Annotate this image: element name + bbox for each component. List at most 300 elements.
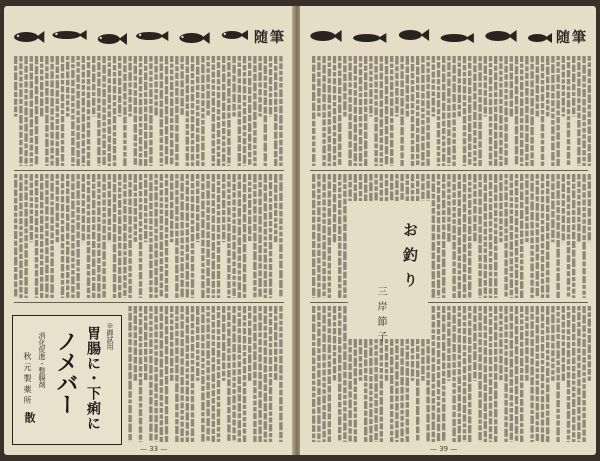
text-glyph-mark (333, 328, 336, 334)
text-glyph-mark (274, 106, 277, 112)
text-glyph-mark (76, 249, 79, 258)
text-glyph-mark (504, 101, 507, 106)
text-glyph-mark (317, 329, 320, 337)
text-glyph-mark (338, 70, 341, 76)
text-glyph-mark (536, 396, 539, 401)
text-glyph-mark (567, 109, 570, 114)
text-glyph-mark (196, 205, 199, 212)
text-glyph-mark (253, 101, 256, 110)
text-glyph-mark (541, 226, 544, 232)
text-glyph-mark (504, 292, 507, 297)
text-glyph-mark (186, 229, 189, 235)
text-glyph-mark (191, 154, 194, 161)
text-glyph-mark (525, 338, 528, 346)
text-glyph-mark (354, 56, 357, 64)
advertisement (12, 315, 122, 445)
text-glyph-mark (56, 119, 59, 124)
text-glyph-mark (328, 85, 331, 93)
text-glyph-mark (19, 156, 22, 163)
text-glyph-mark (196, 76, 199, 83)
text-glyph-mark (128, 198, 131, 205)
text-glyph-mark (556, 181, 559, 189)
text-glyph-mark (186, 254, 189, 261)
text-glyph-mark (97, 147, 100, 156)
text-glyph-mark (134, 224, 137, 230)
text-glyph-mark (520, 259, 523, 264)
text-glyph-mark (66, 205, 69, 212)
text-glyph-mark (154, 101, 157, 106)
text-glyph-mark (525, 323, 528, 329)
text-glyph-mark (180, 212, 183, 220)
text-glyph-mark (312, 393, 315, 398)
text-glyph-mark (191, 162, 194, 166)
text-glyph-mark (432, 384, 435, 389)
text-glyph-mark (264, 174, 267, 183)
text-glyph-mark (582, 261, 585, 266)
text-glyph-mark (19, 77, 22, 82)
text-glyph-mark (364, 359, 367, 366)
text-glyph-mark (442, 315, 445, 322)
text-glyph-mark (175, 365, 178, 374)
text-glyph-mark (206, 400, 209, 407)
text-glyph-mark (588, 191, 591, 198)
text-glyph-mark (400, 339, 403, 346)
text-glyph-mark (227, 181, 230, 187)
text-glyph-mark (154, 186, 157, 191)
text-glyph-mark (499, 203, 502, 210)
text-glyph-mark (463, 146, 466, 153)
text-glyph-mark (328, 247, 331, 254)
text-glyph-mark (160, 190, 163, 196)
text-glyph-mark (421, 366, 424, 375)
text-glyph-mark (196, 174, 199, 179)
text-glyph-mark (437, 195, 440, 202)
text-glyph-mark (416, 67, 419, 75)
text-glyph-mark (180, 71, 183, 79)
text-glyph-mark (50, 284, 53, 293)
text-glyph-mark (274, 203, 277, 209)
text-glyph-mark (458, 56, 461, 61)
text-glyph-mark (572, 334, 575, 341)
text-glyph-mark (108, 78, 111, 83)
text-glyph-mark (232, 174, 235, 182)
text-glyph-mark (567, 292, 570, 296)
text-glyph-mark (411, 196, 414, 201)
text-glyph-mark (227, 274, 230, 280)
text-glyph-mark (264, 393, 267, 402)
text-glyph-mark (395, 97, 398, 104)
text-glyph-mark (264, 248, 267, 253)
text-glyph-mark (243, 72, 246, 76)
text-glyph-mark (525, 125, 528, 132)
text-glyph-mark (212, 289, 215, 293)
text-glyph-mark (484, 421, 487, 429)
text-glyph-mark (191, 438, 194, 442)
text-glyph-mark (333, 102, 336, 106)
text-glyph-mark (530, 222, 533, 229)
text-glyph-mark (588, 355, 591, 360)
text-glyph-mark (510, 433, 513, 440)
text-glyph-mark (536, 75, 539, 84)
text-glyph-mark (258, 113, 261, 116)
text-glyph-mark (238, 208, 241, 217)
text-glyph-mark (24, 117, 27, 122)
text-glyph-mark (473, 224, 476, 231)
text-glyph-mark (128, 313, 131, 321)
text-glyph-mark (406, 103, 409, 109)
text-glyph-mark (411, 140, 414, 144)
text-glyph-mark (369, 391, 372, 395)
text-glyph-mark (19, 71, 22, 75)
text-glyph-mark (238, 413, 241, 418)
text-glyph-mark (364, 140, 367, 149)
text-glyph-mark (567, 187, 570, 193)
text-glyph-mark (165, 336, 168, 344)
text-glyph-mark (463, 244, 466, 252)
text-glyph-mark (206, 259, 209, 266)
text-glyph-mark (390, 191, 393, 200)
text-glyph-mark (504, 400, 507, 406)
text-glyph-mark (118, 182, 121, 186)
text-glyph-mark (536, 85, 539, 93)
text-glyph-mark (19, 218, 22, 224)
text-glyph-mark (175, 375, 178, 382)
text-glyph-mark (134, 315, 137, 324)
text-glyph-mark (30, 81, 33, 88)
text-glyph-mark (160, 369, 163, 377)
text-glyph-mark (499, 140, 502, 146)
text-glyph-mark (556, 56, 559, 60)
text-glyph-mark (186, 180, 189, 185)
text-glyph-mark (520, 210, 523, 219)
text-glyph-mark (50, 183, 53, 192)
text-glyph-mark (343, 395, 346, 399)
text-glyph-mark (238, 361, 241, 367)
text-glyph-mark (170, 210, 173, 219)
text-glyph-mark (556, 141, 559, 148)
text-glyph-mark (24, 218, 27, 227)
text-glyph-mark (328, 344, 331, 353)
text-glyph-mark (473, 362, 476, 370)
text-glyph-mark (227, 424, 230, 432)
text-glyph-mark (14, 274, 17, 280)
text-glyph-mark (530, 280, 533, 286)
text-glyph-mark (489, 182, 492, 189)
text-glyph-mark (588, 62, 591, 67)
text-glyph-mark (66, 95, 69, 99)
text-glyph-mark (338, 373, 341, 382)
text-glyph-mark (118, 243, 121, 249)
text-glyph-mark (338, 96, 341, 103)
text-glyph-mark (139, 313, 142, 317)
text-glyph-mark (317, 174, 320, 180)
text-glyph-mark (102, 242, 105, 250)
text-glyph-mark (279, 290, 282, 297)
text-glyph-mark (541, 256, 544, 262)
text-glyph-mark (191, 314, 194, 321)
text-glyph-mark (66, 100, 69, 105)
text-glyph-mark (108, 126, 111, 134)
text-glyph-mark (380, 190, 383, 196)
text-glyph-mark (504, 367, 507, 372)
text-glyph-mark (546, 317, 549, 325)
text-glyph-mark (222, 378, 225, 381)
text-glyph-mark (139, 107, 142, 114)
text-glyph-mark (232, 251, 235, 260)
text-glyph-mark (258, 198, 261, 205)
text-glyph-mark (411, 378, 414, 381)
text-glyph-mark (359, 163, 362, 166)
text-glyph-mark (87, 116, 90, 120)
text-glyph-mark (510, 209, 513, 214)
text-glyph-mark (139, 146, 142, 151)
text-glyph-mark (165, 270, 168, 276)
text-glyph-mark (541, 344, 544, 351)
text-glyph-mark (196, 85, 199, 91)
text-glyph-mark (87, 181, 90, 185)
text-glyph-mark (87, 139, 90, 144)
text-glyph-mark (243, 165, 246, 166)
text-glyph-mark (71, 115, 74, 120)
text-glyph-mark (165, 96, 168, 104)
text-glyph-mark (510, 340, 513, 349)
text-glyph-mark (312, 184, 315, 189)
text-glyph-mark (328, 199, 331, 206)
text-glyph-mark (468, 306, 471, 311)
text-glyph-mark (447, 338, 450, 347)
text-glyph-mark (390, 174, 393, 181)
text-glyph-mark (217, 342, 220, 348)
text-glyph-mark (354, 124, 357, 133)
text-glyph-mark (191, 146, 194, 152)
text-glyph-mark (201, 425, 204, 433)
text-glyph-mark (494, 426, 497, 434)
text-glyph-mark (227, 62, 230, 70)
text-glyph-mark (489, 137, 492, 144)
text-glyph-mark (364, 339, 367, 348)
text-glyph-mark (50, 147, 53, 153)
text-glyph-mark (139, 319, 142, 325)
text-glyph-mark (154, 235, 157, 241)
text-glyph-mark (232, 261, 235, 266)
text-glyph-mark (520, 306, 523, 312)
text-glyph-mark (369, 347, 372, 356)
text-glyph-mark (473, 206, 476, 214)
text-glyph-mark (144, 349, 147, 355)
text-glyph-mark (489, 403, 492, 409)
text-glyph-mark (14, 114, 17, 117)
text-glyph-mark (525, 73, 528, 79)
text-glyph-mark (364, 114, 367, 122)
text-glyph-mark (71, 201, 74, 210)
text-glyph-mark (395, 115, 398, 117)
text-glyph-mark (92, 283, 95, 291)
text-glyph-mark (577, 415, 580, 420)
text-glyph-mark (201, 183, 204, 190)
text-glyph-mark (14, 267, 17, 272)
text-glyph-mark (14, 180, 17, 188)
text-glyph-mark (76, 283, 79, 290)
text-glyph-mark (572, 190, 575, 198)
text-glyph-mark (400, 108, 403, 115)
text-glyph-mark (562, 98, 565, 106)
text-glyph-mark (463, 155, 466, 163)
text-glyph-mark (92, 92, 95, 96)
text-glyph-mark (134, 107, 137, 114)
text-glyph-mark (128, 265, 131, 271)
text-glyph-mark (113, 174, 116, 182)
text-glyph-mark (328, 208, 331, 217)
text-glyph-mark (510, 402, 513, 406)
text-glyph-mark (317, 181, 320, 187)
text-glyph-mark (40, 174, 43, 181)
text-glyph-mark (212, 174, 215, 182)
text-glyph-mark (530, 377, 533, 385)
text-glyph-mark (400, 377, 403, 385)
text-glyph-mark (71, 70, 74, 78)
text-glyph-mark (217, 320, 220, 327)
text-glyph-mark (154, 424, 157, 433)
text-glyph-mark (97, 72, 100, 77)
text-glyph-mark (212, 271, 215, 279)
text-glyph-mark (248, 187, 251, 192)
text-glyph-mark (322, 431, 325, 438)
text-glyph-mark (113, 65, 116, 70)
text-glyph-mark (35, 56, 38, 64)
text-glyph-mark (406, 174, 409, 179)
text-glyph-mark (442, 84, 445, 91)
text-glyph-mark (338, 402, 341, 408)
text-glyph-mark (61, 226, 64, 232)
text-glyph-mark (333, 138, 336, 144)
text-glyph-mark (390, 411, 393, 417)
text-glyph-mark (390, 431, 393, 436)
text-glyph-mark (374, 408, 377, 414)
text-glyph-mark (175, 256, 178, 263)
text-glyph-mark (380, 137, 383, 143)
ad-headline: 胃腸に・下痢に (85, 326, 101, 431)
text-glyph-mark (416, 118, 419, 126)
text-glyph-mark (328, 282, 331, 286)
text-glyph-mark (489, 129, 492, 135)
text-glyph-mark (19, 165, 22, 166)
text-glyph-mark (258, 182, 261, 188)
text-glyph-mark (279, 63, 282, 69)
text-glyph-mark (536, 237, 539, 243)
text-glyph-mark (582, 225, 585, 233)
text-glyph-mark (165, 316, 168, 324)
text-glyph-mark (484, 242, 487, 247)
text-glyph-mark (206, 240, 209, 247)
text-glyph-mark (97, 129, 100, 136)
text-glyph-mark (468, 393, 471, 400)
text-glyph-mark (97, 174, 100, 180)
text-glyph-mark (338, 313, 341, 319)
text-glyph-mark (333, 194, 336, 202)
text-glyph-mark (541, 360, 544, 364)
text-glyph-mark (473, 157, 476, 161)
text-glyph-mark (432, 233, 435, 240)
text-glyph-mark (452, 155, 455, 160)
text-glyph-mark (175, 404, 178, 411)
text-glyph-mark (212, 134, 215, 139)
text-glyph-mark (504, 95, 507, 100)
text-glyph-mark (264, 143, 267, 152)
text-glyph-mark (30, 209, 33, 214)
text-glyph-mark (390, 140, 393, 148)
text-glyph-mark (201, 386, 204, 391)
text-glyph-mark (30, 90, 33, 99)
text-glyph-mark (206, 312, 209, 317)
text-glyph-mark (577, 441, 580, 442)
text-glyph-mark (144, 198, 147, 204)
text-glyph-mark (232, 288, 235, 296)
text-glyph-mark (312, 174, 315, 182)
text-glyph-mark (515, 436, 518, 441)
text-glyph-mark (567, 160, 570, 165)
text-glyph-mark (489, 251, 492, 256)
text-glyph-mark (56, 229, 59, 235)
text-glyph-mark (134, 143, 137, 147)
text-glyph-mark (582, 163, 585, 166)
text-glyph-mark (322, 389, 325, 394)
text-glyph-mark (232, 333, 235, 342)
text-glyph-mark (206, 62, 209, 67)
text-glyph-mark (274, 151, 277, 158)
text-glyph-mark (248, 87, 251, 94)
text-glyph-mark (160, 290, 163, 297)
text-glyph-mark (322, 383, 325, 388)
text-glyph-mark (238, 191, 241, 198)
text-glyph-mark (87, 92, 90, 98)
text-glyph-mark (442, 210, 445, 215)
text-glyph-mark (227, 329, 230, 337)
text-glyph-mark (128, 113, 131, 116)
text-glyph-mark (87, 86, 90, 90)
text-glyph-mark (494, 349, 497, 355)
text-glyph-mark (123, 275, 126, 281)
text-glyph-mark (222, 241, 225, 242)
text-glyph-mark (50, 232, 53, 238)
text-glyph-mark (499, 106, 502, 114)
text-glyph-mark (426, 62, 429, 67)
text-glyph-mark (328, 394, 331, 401)
text-glyph-mark (92, 190, 95, 198)
text-glyph-mark (238, 430, 241, 437)
text-glyph-mark (567, 86, 570, 90)
text-glyph-mark (374, 393, 377, 398)
text-glyph-mark (191, 330, 194, 334)
text-glyph-mark (515, 287, 518, 294)
text-glyph-mark (264, 255, 267, 263)
text-glyph-mark (19, 261, 22, 269)
text-glyph-mark (45, 275, 48, 282)
text-glyph-mark (374, 56, 377, 64)
text-glyph-mark (118, 216, 121, 224)
text-glyph-mark (577, 195, 580, 200)
text-glyph-mark (442, 378, 445, 384)
text-glyph-mark (154, 331, 157, 337)
text-glyph-mark (484, 347, 487, 355)
text-glyph-mark (562, 64, 565, 70)
text-glyph-mark (87, 295, 90, 298)
text-glyph-mark (24, 89, 27, 93)
text-glyph-mark (556, 62, 559, 67)
text-glyph-mark (264, 439, 267, 442)
text-glyph-mark (118, 250, 121, 256)
text-glyph-mark (71, 88, 74, 94)
text-glyph-mark (269, 297, 272, 298)
